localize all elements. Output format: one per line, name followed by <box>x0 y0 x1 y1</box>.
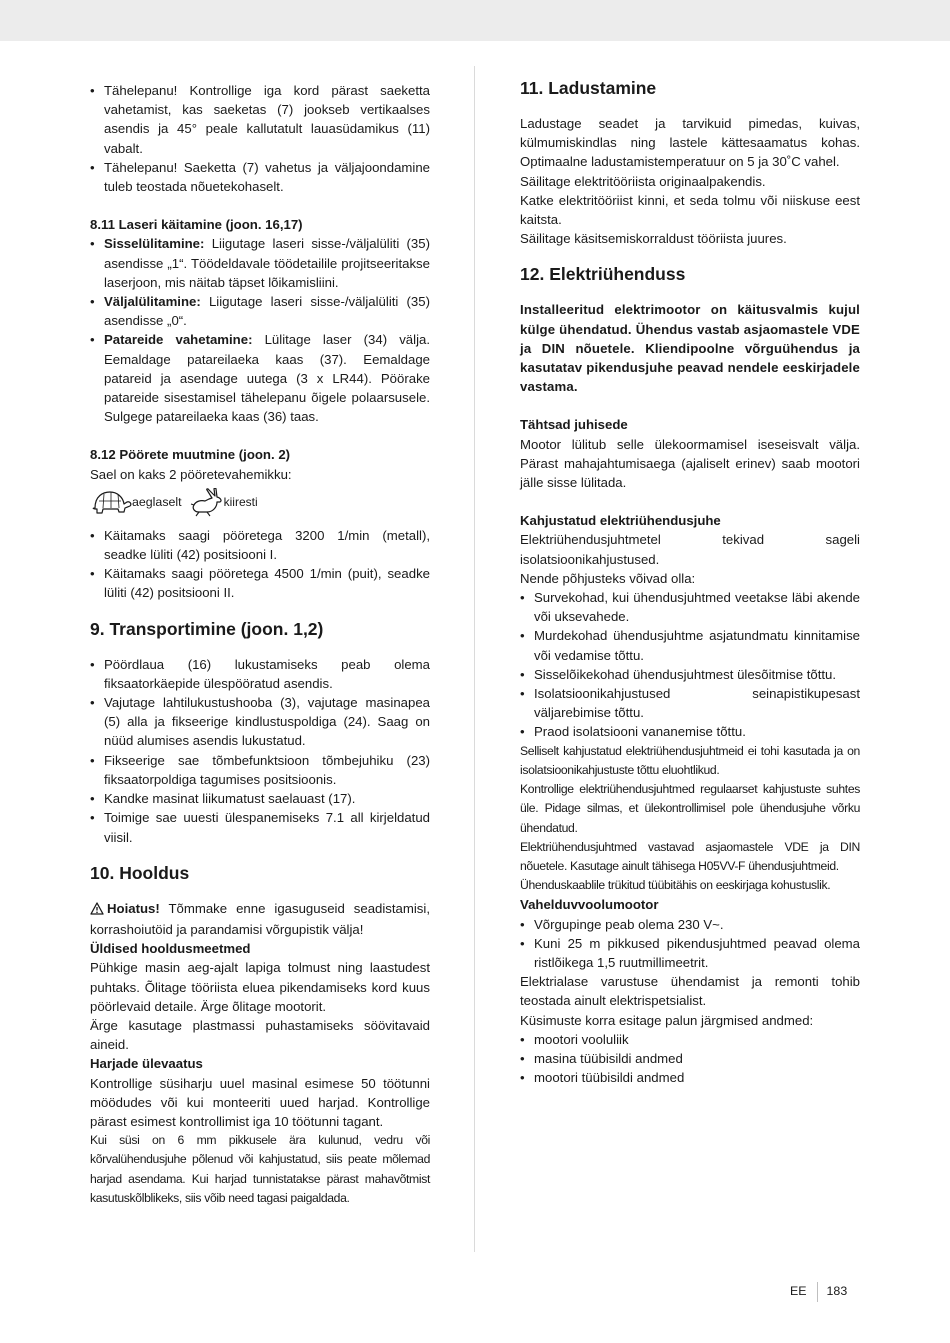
maintenance-heading: 10. Hooldus <box>90 862 190 883</box>
list-item: • Käitamaks saagi pööretega 3200 1/min (metall), seadke lüliti (42) positsiooni I. <box>90 526 430 564</box>
warning-triangle-icon <box>90 901 104 920</box>
speed-symbols <box>90 486 430 520</box>
intro-bullet-list <box>90 81 430 196</box>
item-text: Liigutage laseri sisse-/väljalüliti (35) asendisse „0“. <box>104 294 430 329</box>
general-maintenance-p2: Ärge kasutage plastmassi puhastamiseks söövitavaid aineid. <box>90 1017 430 1053</box>
general-maintenance-p1: Pühkige masin aeg-ajalt lapiga tolmust ning laastudest puhtaks. Õlitage tööriista eluea pikendamiseks kord kuus pöörlevaid detaile. Ärge õlitage mootorit. <box>90 960 430 1014</box>
damaged-p2: Nende põhjusteks võivad olla: <box>520 570 696 586</box>
ac-p1: Elektrialase varustuse ühendamist ja remonti tohib teostada ainult elektrispetsialist. <box>520 974 860 1009</box>
item-label: Patareide vahetamine: <box>104 332 253 348</box>
list-item: • mootori vooluliik <box>520 1030 860 1049</box>
transport-heading: 9. Transportimine (joon. 1,2) <box>90 618 324 639</box>
list-item: • Kuni 25 m pikkused pikendusjuhtmed peavad olema ristlõikega 1,5 ruutmillimeetrit. <box>520 934 860 972</box>
list-item: • Vajutage lahtilukustushooba (3), vajutage masinapea (5) alla ja fikseerige kindlustuspoldiga (24). Saag on nüüd alumises asendis lukustatud. <box>90 693 430 751</box>
list-item: • masina tüübisildi andmed <box>520 1049 860 1068</box>
storage-heading: 11. Ladustamine <box>520 78 657 98</box>
laser-list <box>90 234 430 426</box>
storage-p3: Katke elektritööriist kinni, et seda tolmu või niiskuse eest kaitsta. <box>520 192 860 228</box>
general-maintenance-heading: Üldised hooldusmeetmed <box>90 941 251 957</box>
important-heading: Tähtsad juhisede <box>520 417 628 433</box>
list-item: • Praod isolatsiooni vananemise tõttu. <box>520 722 860 741</box>
damaged-cable-heading: Kahjustatud elektriühendusjuhe <box>520 513 721 529</box>
important-paragraph: Mootor lülitub selle ülekoormamisel iseseisvalt välja. Pärast mahajahtumisaega (ajaliselt erinev) saab mootori jälle sisse lülitada. <box>520 436 860 491</box>
condensed-p2: Kontrollige elektriühendusjuhtmed regulaarset kahjustuste suhtes üle. Pidage silmas, et ülekontrollimisel pole ühendusjuhe võrku ühendatud. <box>520 782 860 835</box>
warning-label: Hoiatus! <box>107 900 160 916</box>
electric-bold-paragraph: Installeeritud elektrimootor on käitusvalmis kujul külge ühendatud. Ühendus vastab asjaomastele VDE ja DIN nõuetele. Kliendipoolne võrguühendus ja kasutatav pikendusjuhe peavad nendele eeskirjadele vastama. <box>520 302 860 395</box>
ac-motor-heading: Vahelduvvoolumootor <box>520 897 659 913</box>
list-item: • mootori tüübisildi andmed <box>520 1068 860 1087</box>
list-item: • Survekohad, kui ühendusjuhtmed veetakse läbi akende või uksevahede. <box>520 588 860 626</box>
speed-list <box>90 526 430 603</box>
rabbit-icon <box>190 488 224 518</box>
slow-label: aeglaselt <box>132 495 182 510</box>
column-divider <box>474 66 475 1252</box>
storage-p2: Säilitage elektritööriista originaalpakendis. <box>520 173 766 189</box>
list-item <box>90 234 430 292</box>
list-item: • Kandke masinat liikumatust saelauast (17). <box>90 789 430 808</box>
condensed-p1: Selliselt kahjustatud elektriühendusjuhtmeid ei tohi kasutada ja on isolatsioonikahjustuste tõttu eluohtlikud. <box>520 743 860 777</box>
page-footer <box>790 1282 847 1302</box>
right-column <box>520 76 860 1087</box>
list-item: • Tähelepanu! Kontrollige iga kord pärast saeketta vahetamist, kas saeketas (7) jookseb vertikaalses asendis ja 45° peale kallutatult lauasüdamikus (11) vabalt. <box>90 81 430 158</box>
list-item <box>90 292 430 330</box>
top-bar <box>0 0 950 41</box>
language-code: EE <box>790 1284 807 1299</box>
storage-p4: Säilitage käsitsemiskorraldust tööriista juures. <box>520 231 787 247</box>
left-column <box>90 81 430 1208</box>
speed-intro: Sael on kaks 2 pööretevahemikku: <box>90 466 292 482</box>
page-number: 183 <box>826 1284 848 1299</box>
list-item: • Toimige sae uuesti ülespanemiseks 7.1 all kirjeldatud viisil. <box>90 808 430 846</box>
list-item: • Murdekohad ühendusjuhtme asjatundmatu kinnitamise või vedamise tõttu. <box>520 626 860 664</box>
item-text: Lülitage laser (34) välja. Eemaldage patareilaeka kaas (37). Eemaldage patareid ja asendage uutega (3 x LR44). Pöörake patareide sisestamisel tähelepanu õigele polaarsusele. Sulgege patareilaeka kaas (36) taas. <box>104 332 431 425</box>
electric-heading: 12. Elektriühenduss <box>520 264 686 285</box>
footer-separator <box>817 1282 818 1302</box>
brushes-heading: Harjade ülevaatus <box>90 1056 203 1072</box>
damaged-p1: Elektriühendusjuhtmetel tekivad sageli isolatsioonikahjustused. <box>520 532 860 567</box>
maintenance-warning <box>90 899 430 939</box>
item-label: Sisselülitamine: <box>104 236 205 252</box>
turtle-icon <box>90 488 132 518</box>
ac-p2: Küsimuste korra esitage palun järgmised andmed: <box>520 1012 814 1028</box>
item-text: Liigutage laseri sisse-/väljalüliti (35) asendisse „1“. Töödeldavale töödetailile projitseeritakse laserjoon, mis näitab täpset lõikamisliini. <box>104 236 430 290</box>
brushes-p2: Kui süsi on 6 mm pikkusele ära kulunud, vedru või kõrvalühendusjuhe põlenud või kahjustatud, siis peate mõlemad harjad asendama. Kui harjad tunnistatakse pärast mahavõtmist kasutuskõlblikeks, siis võib need tagasi paigaldada. <box>90 1133 430 1205</box>
list-item: • Isolatsioonikahjustused seinapistikupesast väljarebimise tõttu. <box>520 684 860 722</box>
list-item: • Võrgupinge peab olema 230 V~. <box>520 915 860 934</box>
storage-p1: Ladustage seadet ja tarvikuid pimedas, kuivas, külmumiskindlas ning lastele kättesaamatus kohas. Optimaalne ladustamistemperatuur on 5 ja 30˚C vahel. <box>520 116 860 170</box>
list-item: • Sisselõikekohad ühendusjuhtmest ülesõitmise tõttu. <box>520 665 860 684</box>
brushes-p1: Kontrollige süsiharju uuel masinal esimese 50 töötunni möödudes või kui monteeriti uued harjad. Kontrollige pärast esimest kontrollimist iga 10 töötunni tagant. <box>90 1075 430 1129</box>
item-label: Väljalülitamine: <box>104 294 201 310</box>
speed-heading: 8.12 Pöörete muutmine (joon. 2) <box>90 447 291 463</box>
list-item <box>90 330 430 426</box>
condensed-p4: Ühenduskaablile trükitud tüübitähis on eeskirjaga kohustuslik. <box>520 878 831 893</box>
list-item: • Tähelepanu! Saeketta (7) vahetus ja väljajoondamine tuleb teostada nõuetekohaselt. <box>90 158 430 196</box>
ac-list <box>520 915 860 973</box>
list-item: • Pöördlaua (16) lukustamiseks peab olema fiksaatorkäepide ülespööratud asendis. <box>90 655 430 693</box>
data-list <box>520 1030 860 1088</box>
list-item: • Käitamaks saagi pööretega 4500 1/min (puit), seadke lüliti (42) positsiooni II. <box>90 564 430 602</box>
laser-heading: 8.11 Laseri käitamine (joon. 16,17) <box>90 217 303 233</box>
transport-list <box>90 655 430 847</box>
damaged-list <box>520 588 860 742</box>
list-item: • Fikseerige sae tõmbefunktsioon tõmbejuhiku (23) fiksaatorpoldiga tagumises positsioonis. <box>90 751 430 789</box>
fast-label: kiiresti <box>223 495 258 510</box>
warning-text: Tõmmake enne igasuguseid seadistamisi, korrashoiutöid ja parandamisi võrgupistik välja! <box>90 900 430 937</box>
condensed-p3: Elektriühendusjuhtmed vastavad asjaomastele VDE ja DIN nõuetele. Kasutage ainult tähisega H05VV-F ühendusjuhtmeid. <box>520 839 860 873</box>
